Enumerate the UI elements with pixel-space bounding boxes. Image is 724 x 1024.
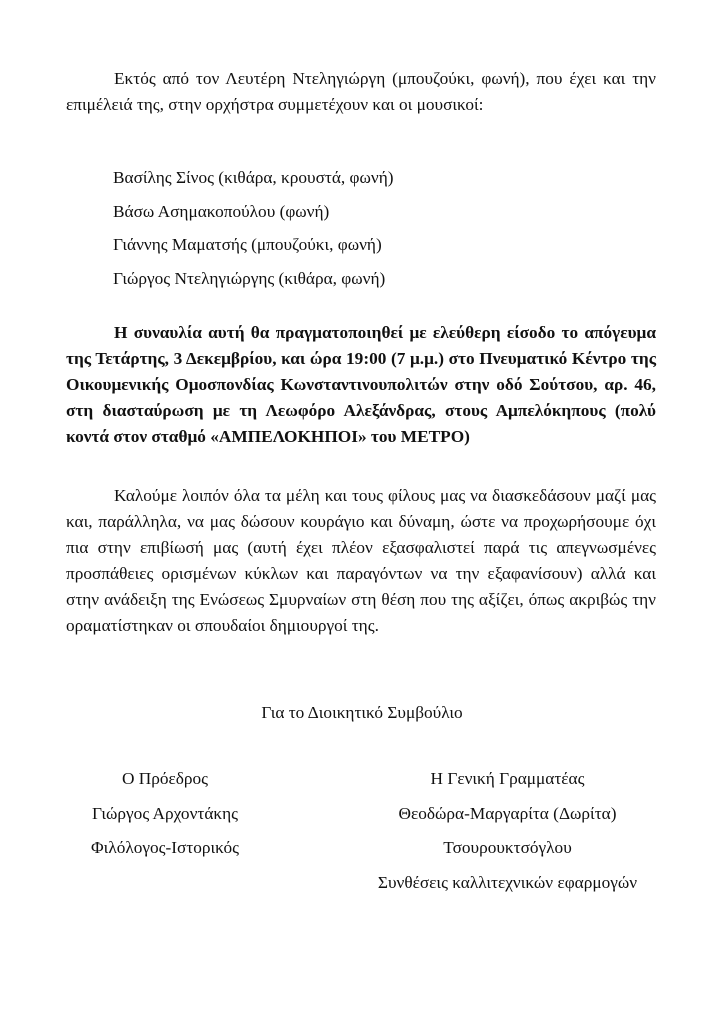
event-details-paragraph xyxy=(66,320,656,450)
secretary-name-line1: Θεοδώρα-Μαργαρίτα (Δωρίτα) xyxy=(398,803,617,823)
secretary-name-line2: Τσουρουκτσόγλου xyxy=(443,838,572,857)
president-name: Γιώργος Αρχοντάκης xyxy=(92,803,238,823)
musician-item: Γιώργος Ντεληγιώργης (κιθάρα, φωνή) xyxy=(113,268,386,288)
intro-paragraph xyxy=(66,66,656,118)
musician-item: Γιάννης Μαματσής (μπουζούκι, φωνή) xyxy=(113,235,382,254)
secretary-role: Συνθέσεις καλλιτεχνικών εφαρμογών xyxy=(377,872,638,892)
board-signoff: Για το Διοικητικό Συμβούλιο xyxy=(261,703,463,722)
musician-item: Βασίλης Σίνος (κιθάρα, κρουστά, φωνή) xyxy=(113,168,394,187)
musicians-list xyxy=(113,161,394,295)
secretary-title: Η Γενική Γραμματέας xyxy=(430,769,585,788)
invitation-paragraph xyxy=(66,483,656,639)
president-signature xyxy=(60,762,270,866)
president-role: Φιλόλογος-Ιστορικός xyxy=(91,838,239,857)
musician-item: Βάσω Ασημακοπούλου (φωνή) xyxy=(113,201,330,221)
president-title: Ο Πρόεδρος xyxy=(121,769,209,788)
secretary-signature xyxy=(355,762,660,900)
intro-text: Εκτός από τον Λευτέρη Ντεληγιώργη (μπουζούκι, φωνή), που έχει και την επιμέλειά της, στην ορχήστρα συμμετέχουν και οι μουσικοί: xyxy=(66,69,656,114)
event-text: Η συναυλία αυτή θα πραγματοποιηθεί με ελεύθερη είσοδο το απόγευμα της Τετάρτης, 3 Δεκεμβρίου, και ώρα 19:00 (7 μ.μ.) στο Πνευματικό Κέντρο της Οικουμενικής Ομοσπονδίας Κωνσταντινουπολιτών στην οδό Σούτσου, αρ. 46, στη διασταύρωση με τη Λεωφόρο Αλεξάνδρας, στους Αμπελόκηπους (πολύ κοντά στον σταθμό «ΑΜΠΕΛΟΚΗΠΟΙ» του ΜΕΤΡΟ) xyxy=(66,323,656,446)
invitation-text: Καλούμε λοιπόν όλα τα μέλη και τους φίλους μας να διασκεδάσουν μαζί μας και, παράλληλα, να μας δώσουν κουράγιο και δύναμη, ώστε να προχωρήσουμε όχι πια στην επιβίωσή μας (αυτή έχει πλέον εξασφαλιστεί παρά τις απεγνωσμένες προσπάθειες ορισμένων κύκλων και παραγόντων να την εξαφανίσουν) αλλά και στην ανάδειξη της Ενώσεως Σμυρναίων στη θέση που της αξίζει, όπως ακριβώς την οραματίστηκαν οι σπουδαίοι δημιουργοί της. xyxy=(66,486,656,635)
